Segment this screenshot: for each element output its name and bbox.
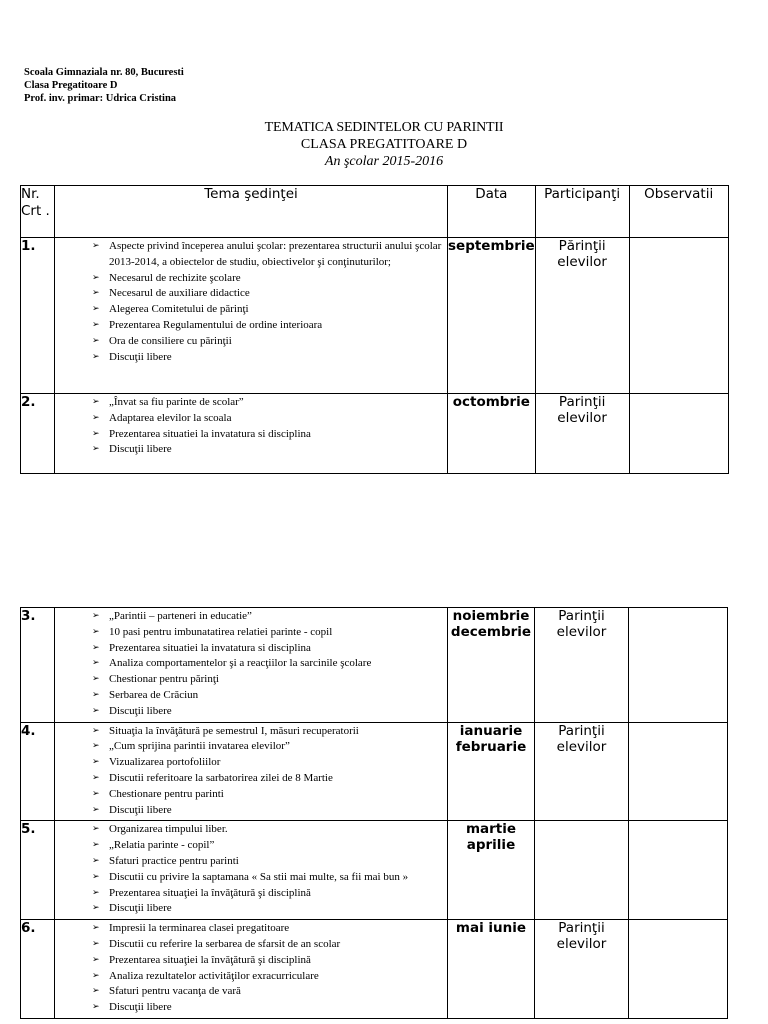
table-row (21, 821, 728, 920)
title-block (0, 119, 768, 170)
topic-item: ➢ Situaţia la învăţătură pe semestrul I, măsuri recuperatorii (109, 724, 443, 740)
participants: Părinţii elevilor (535, 238, 629, 394)
topic-item: ➢ Necesarul de auxiliare didactice (109, 286, 443, 302)
topic-item: ➢ Necesarul de rechizite şcolare (109, 271, 443, 287)
meeting-topics (55, 238, 448, 394)
topic-item: ➢ Discuţii libere (109, 704, 443, 720)
topic-item: ➢ Adaptarea elevilor la scoala (109, 411, 443, 427)
observations (629, 238, 728, 394)
meeting-topics (55, 394, 448, 474)
participants: Parinţii elevilor (535, 920, 629, 1019)
table-row (21, 920, 728, 1019)
topic-item: ➢ Discuţii libere (109, 803, 443, 819)
participants: Parinţii elevilor (535, 608, 629, 723)
meetings-table-page-1 (20, 185, 729, 474)
topic-item: ➢ Prezentarea situatiei la invatatura si disciplina (109, 427, 443, 443)
topic-list (55, 394, 447, 460)
table-row (21, 238, 729, 394)
topic-item: ➢ Discutii cu privire la saptamana « Sa stii mai multe, sa fii mai bun » (109, 870, 443, 886)
topic-item: ➢ Alegerea Comitetului de părinţi (109, 302, 443, 318)
topic-item: ➢ „Învat sa fiu parinte de scolar” (109, 395, 443, 411)
topic-item: ➢ Ora de consiliere cu părinţii (109, 334, 443, 350)
table-header-row (21, 186, 729, 238)
column-header-participanti: Participanţi (535, 186, 629, 238)
meeting-topics (55, 920, 448, 1019)
class-name: Clasa Pregatitoare D (24, 80, 118, 91)
topic-item: ➢ Vizualizarea portofoliilor (109, 755, 443, 771)
table-row (21, 608, 728, 723)
column-header-observatii: Observatii (629, 186, 728, 238)
topic-item: ➢ „Relatia parinte - copil” (109, 838, 443, 854)
meeting-topics (55, 821, 448, 920)
meeting-topics (55, 722, 448, 821)
topic-item: ➢ Analiza rezultatelor activităţilor exracurriculare (109, 969, 443, 985)
topic-item: ➢ Discuţii libere (109, 350, 443, 366)
topic-item: ➢ Sfaturi pentru vacanţa de vară (109, 984, 443, 1000)
column-header-nr: Nr. Crt . (21, 186, 55, 238)
meeting-date: ianuarie februarie (448, 722, 535, 821)
topic-item: ➢ Discuţii libere (109, 442, 443, 458)
meetings-table-page-2 (20, 607, 728, 1019)
topic-list (55, 920, 447, 1018)
meeting-date: noiembrie decembrie (448, 608, 535, 723)
topic-item: ➢ Discuţii libere (109, 1000, 443, 1016)
topic-item: ➢ „Parintii – parteneri in educatie” (109, 609, 443, 625)
meeting-date: mai iunie (448, 920, 535, 1019)
topic-item: ➢ Chestionar pentru părinţi (109, 672, 443, 688)
topic-item: ➢ „Cum sprijina parintii invatarea elevilor” (109, 739, 443, 755)
row-number: 2. (21, 394, 55, 474)
teacher-name: Prof. inv. primar: Udrica Cristina (24, 93, 177, 104)
topic-item: ➢ 10 pasi pentru imbunatatirea relatiei parinte - copil (109, 625, 443, 641)
topic-item: ➢ Chestionare pentru parinti (109, 787, 443, 803)
row-number: 1. (21, 238, 55, 394)
document-header (24, 66, 184, 105)
participants: Parinţii elevilor (535, 394, 629, 474)
topic-item: ➢ Prezentarea situatiei la invatatura si disciplina (109, 641, 443, 657)
school-year: An şcolar 2015-2016 (324, 154, 444, 169)
observations (629, 722, 728, 821)
observations (629, 394, 728, 474)
row-number: 5. (21, 821, 55, 920)
topic-item: ➢ Discutii cu referire la serbarea de sfarsit de an scolar (109, 937, 443, 953)
topic-list (55, 608, 447, 722)
topic-item: ➢ Impresii la terminarea clasei pregatitoare (109, 921, 443, 937)
topic-item: ➢ Serbarea de Crăciun (109, 688, 443, 704)
row-number: 6. (21, 920, 55, 1019)
topic-item: ➢ Prezentarea situaţiei la învăţătură şi disciplină (109, 953, 443, 969)
topic-item: ➢ Analiza comportamentelor şi a reacţiilor la sarcinile şcolare (109, 656, 443, 672)
table-row (21, 394, 729, 474)
topic-item: ➢ Discutii referitoare la sarbatorirea zilei de 8 Martie (109, 771, 443, 787)
topic-list (55, 238, 447, 367)
participants (535, 821, 629, 920)
column-header-data: Data (448, 186, 536, 238)
topic-list (55, 723, 447, 821)
topic-list (55, 821, 447, 919)
topic-item: ➢ Prezentarea Regulamentului de ordine interioara (109, 318, 443, 334)
meeting-date: octombrie (448, 394, 536, 474)
table-row (21, 722, 728, 821)
class-subtitle: CLASA PREGATITOARE D (300, 137, 468, 152)
column-header-tema: Tema şedinţei (55, 186, 448, 238)
topic-item: ➢ Prezentarea situaţiei la învăţătură şi disciplină (109, 886, 443, 902)
school-name: Scoala Gimnaziala nr. 80, Bucuresti (24, 67, 184, 78)
participants: Parinţii elevilor (535, 722, 629, 821)
observations (629, 821, 728, 920)
meeting-topics (55, 608, 448, 723)
topic-item: ➢ Organizarea timpului liber. (109, 822, 443, 838)
meeting-date: martie aprilie (448, 821, 535, 920)
topic-item: ➢ Aspecte privind începerea anului şcolar: prezentarea structurii anului şcolar 2013-2014, a obiectelor de studiu, obiectivelor şi conţinuturilor; (109, 239, 443, 271)
row-number: 4. (21, 722, 55, 821)
topic-item: ➢ Sfaturi practice pentru parinti (109, 854, 443, 870)
observations (629, 608, 728, 723)
document-title: TEMATICA SEDINTELOR CU PARINTII (264, 120, 504, 135)
observations (629, 920, 728, 1019)
row-number: 3. (21, 608, 55, 723)
topic-item: ➢ Discuţii libere (109, 901, 443, 917)
meeting-date: septembrie (448, 238, 536, 394)
